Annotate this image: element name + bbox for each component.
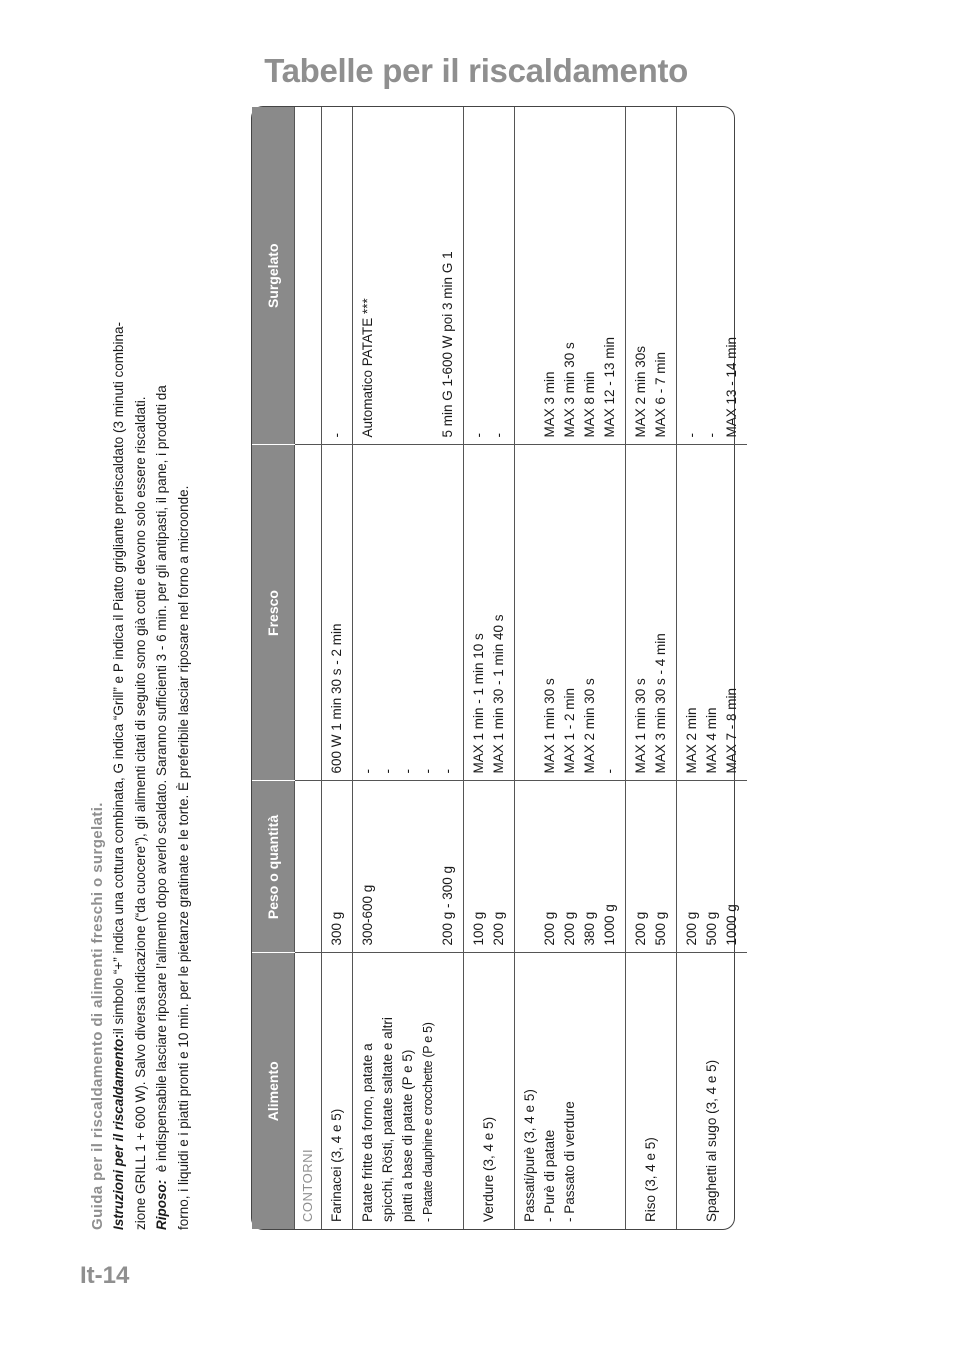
instructions-line-1 [108, 100, 130, 1230]
rest-line-2: forno, i liquidi e i piatti pronti e 10 min. per le pietanze gratinate e le torte. È preferibile lasciar riposare nel forno a microonde. [175, 485, 191, 1230]
cell-alimento: Passati/purè (3, 4 e 5) - Purè di patate - Passato di verdure [515, 953, 626, 1229]
cell-peso: 200 g 500 g [626, 781, 677, 953]
reheating-table [251, 106, 739, 1230]
cell-peso: 200 g 500 g 1000 g [677, 781, 748, 953]
cell-peso: 300 g [322, 781, 353, 953]
instructions-label: Istruzioni per il riscaldamento: [111, 1034, 126, 1230]
cell-fresco: MAX 1 min - 1 min 10 s MAX 1 min 30 - 1 min 40 s [464, 445, 515, 781]
cell-alimento: Farinacei (3, 4 e 5) [322, 953, 353, 1229]
rest-line-1 [151, 100, 173, 1230]
header-alimento: Alimento [252, 953, 295, 1229]
table-row [677, 107, 748, 1229]
cell-fresco: MAX 2 min MAX 4 min MAX 7 - 8 min [677, 445, 748, 781]
cell-surgelato: - - [464, 107, 515, 445]
cell-peso: 100 g 200 g [464, 781, 515, 953]
intro-block [88, 100, 194, 1230]
rotated-content [88, 100, 738, 1230]
cell-alimento [353, 953, 464, 1229]
cell-surgelato: MAX 2 min 30s MAX 6 - 7 min [626, 107, 677, 445]
section-label: CONTORNI [295, 953, 322, 1229]
page-number: It-14 [80, 1262, 130, 1289]
table-row [322, 107, 353, 1229]
table-row [626, 107, 677, 1229]
cell-alimento: Riso (3, 4 e 5) [626, 953, 677, 1229]
table-row [515, 107, 626, 1229]
page-title: Tabelle per il riscaldamento [264, 52, 688, 89]
cell-alimento: Verdure (3, 4 e 5) [464, 953, 515, 1229]
cell-peso: 200 g 200 g 380 g 1000 g [515, 781, 626, 953]
section-row [295, 107, 322, 1229]
cell-alimento-main: Patate fritte da forno, patate a spicchi, Rösti, patate saltate e altri piatti a base di patate (P e 5) [360, 1017, 415, 1222]
table-row [353, 107, 464, 1229]
intro-heading: Guida per il riscaldamento di alimenti freschi o surgelati. [89, 802, 106, 1230]
cell-surgelato: MAX 3 min MAX 3 min 30 s MAX 8 min MAX 12 - 13 min [515, 107, 626, 445]
cell-fresco: - - - - - [353, 445, 464, 781]
instructions-line-2: zione GRILL 1 + 600 W). Salvo diversa indicazione (“da cuocere”), gli alimenti citati di seguito sono già cotti e devono solo essere riscaldati. [132, 396, 148, 1230]
table-row [464, 107, 515, 1229]
cell-peso: 300-600 g 200 g - 300 g [353, 781, 464, 953]
header-surgelato: Surgelato [252, 107, 295, 445]
cell-alimento: Spaghetti al sugo (3, 4 e 5) [677, 953, 748, 1229]
cell-surgelato: Automatico PATATE *** 5 min G 1-600 W poi 3 min G 1 [353, 107, 464, 445]
cell-fresco: MAX 1 min 30 s MAX 3 min 30 s - 4 min [626, 445, 677, 781]
cell-alimento-extra: - Patate dauphine e crocchette (P e 5) [421, 1022, 435, 1222]
rest-label: Riposo: [154, 1179, 169, 1230]
instructions-text-1: il simbolo “+” indica una cottura combinata, G indica “Grill” e P indica il Piatto grigliante preriscaldato (3 minuti combina- [111, 322, 126, 1035]
cell-surgelato: - [322, 107, 353, 445]
table-header-row [252, 107, 295, 1229]
cell-fresco: MAX 1 min 30 s MAX 1 - 2 min MAX 2 min 30 s - [515, 445, 626, 781]
cell-surgelato: - - MAX 13 - 14 min [677, 107, 748, 445]
cell-fresco: 600 W 1 min 30 s - 2 min [322, 445, 353, 781]
header-fresco: Fresco [252, 445, 295, 781]
header-peso: Peso o quantità [252, 781, 295, 953]
rest-text-1: è indispensabile lasciare riposare l’alimento dopo averlo scaldato. Saranno sufficienti 3 - 6 min. per gli antipasti, il pane, i prodotti da [154, 385, 169, 1173]
